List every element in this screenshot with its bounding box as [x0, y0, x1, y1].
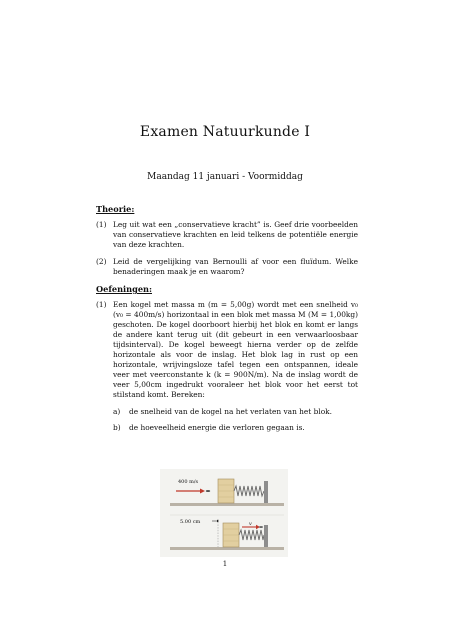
distance-label: 5.00 cm: [180, 519, 201, 525]
theory-question-1: [96, 220, 358, 250]
question-text: Leg uit wat een „conservatieve kracht” is. Geef drie voorbeelden van conservatieve krachten en leid telkens de potentiële energie van deze krachten.: [113, 220, 358, 249]
table-surface-top: [170, 503, 284, 506]
exercise-text: Een kogel met massa m (m = 5,00g) wordt met een snelheid v₀ (v₀ = 400m/s) horizontaal in een blok met massa M (M = 1,00kg) geschoten. De kogel doorboort hierbij het blok en komt er langs de andere kant terug uit (dit gebeurt in een verwaarloosbaar tijdsinterval). De kogel beweegt hierna verder op de zelfde horizontale als voor de inslag. Het blok lag in rust op een horizontale, wrijvingsloze tafel tegen een ontspannen, ideale veer met veerconstante k (k = 900N/m). Na de inslag wordt de veer 5,00cm ingedrukt vooraleer het blok voor het eerst tot stilstand komt. Bereken:: [113, 300, 358, 399]
subquestion-text: de snelheid van de kogel na het verlaten van het blok.: [129, 407, 333, 416]
question-text: Leid de vergelijking van Bernoulli af voor een fluïdum. Welke benaderingen maak je en waarom?: [113, 257, 358, 276]
wall-bottom: [264, 525, 268, 547]
exam-content: [96, 204, 358, 440]
subquestion-a: [113, 407, 358, 417]
subquestion-text: de hoeveelheid energie die verloren gegaan is.: [129, 423, 305, 432]
wall-top: [264, 481, 268, 503]
question-number: (1): [96, 220, 107, 229]
subquestion-letter: a): [113, 407, 121, 416]
speed-label: 400 m/s: [178, 479, 199, 485]
bullet-block-spring-figure: [160, 469, 288, 557]
page-number: 1: [222, 560, 228, 568]
subquestion-b: [113, 423, 358, 433]
subquestion-letter: b): [113, 423, 121, 432]
question-number: (2): [96, 257, 107, 266]
bullet-exited: [259, 526, 263, 528]
theory-question-2: [96, 257, 358, 277]
table-surface-bottom: [170, 547, 284, 550]
velocity-symbol: v: [249, 522, 252, 527]
exercises-heading: Oefeningen:: [96, 284, 152, 294]
exercise-number: (1): [96, 300, 107, 309]
bullet: [206, 490, 210, 492]
exercise-subquestions: [113, 407, 358, 433]
exercise-1: [96, 300, 358, 433]
page-subtitle: Maandag 11 januari - Voormiddag: [147, 172, 303, 182]
theory-heading: Theorie:: [96, 204, 135, 214]
page-title: Examen Natuurkunde I: [139, 124, 311, 140]
